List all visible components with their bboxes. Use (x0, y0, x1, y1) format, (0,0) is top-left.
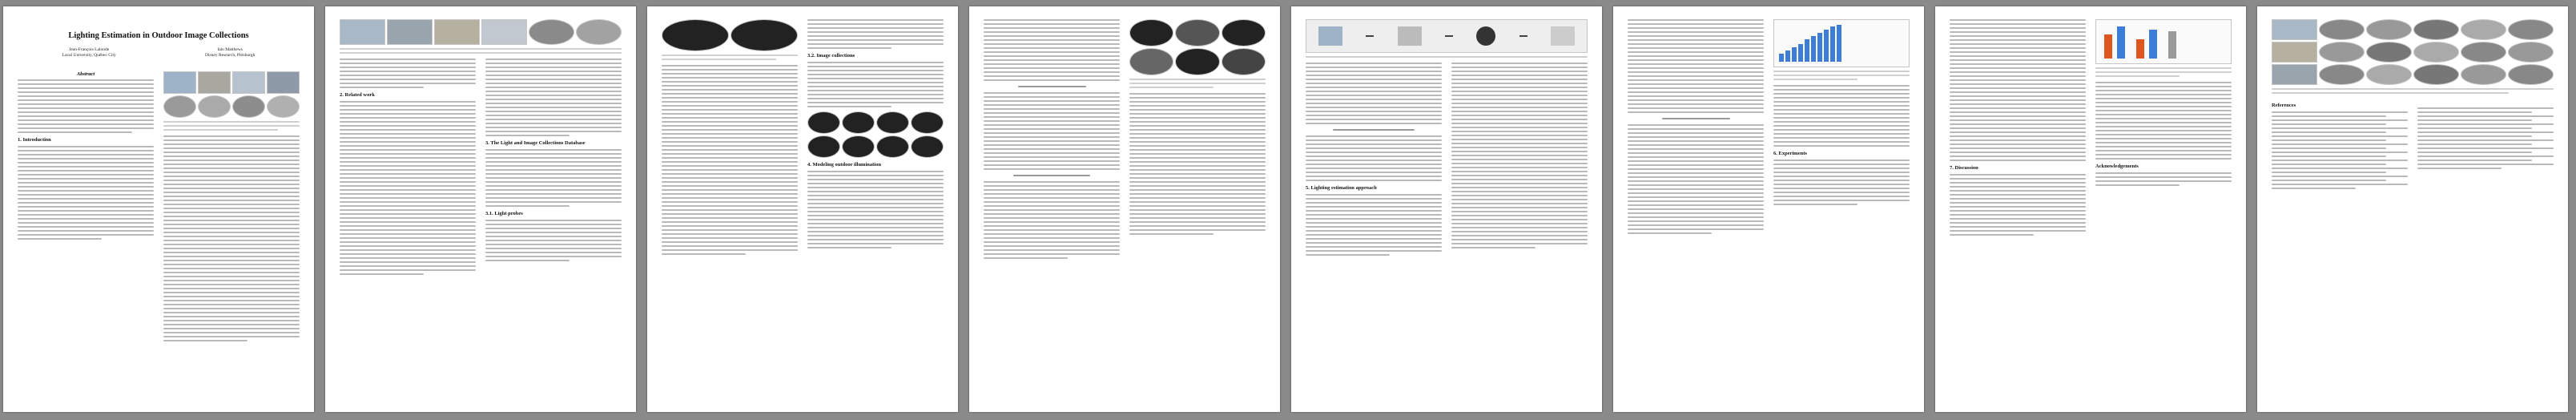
author-1-affiliation: Laval University, Québec City (62, 53, 116, 58)
figure-caption (2272, 88, 2554, 94)
bar-chart-figure (1773, 19, 1910, 67)
page-7 (1935, 6, 2246, 412)
figure-panel (807, 111, 944, 158)
body-text (807, 19, 944, 49)
author-1 (62, 47, 116, 59)
body-text (485, 220, 622, 261)
body-text (1451, 63, 1588, 248)
body-text (807, 171, 944, 248)
section-heading: References (2272, 103, 2296, 108)
comparison-chart-figure (2095, 19, 2232, 64)
figure-caption (662, 55, 798, 60)
author-1-name: Jean-François Lalonde (69, 47, 110, 52)
figure-caption (163, 121, 300, 131)
section-heading: 3. The Light and Image Collections Database (485, 140, 586, 146)
section-heading: Acknowledgements (2095, 164, 2139, 169)
body-text (163, 135, 300, 341)
teaser-figure (163, 71, 300, 118)
page-1 (3, 6, 314, 412)
results-figure (2272, 19, 2554, 85)
page-6 (1613, 6, 1924, 412)
body-text (1773, 85, 1910, 147)
figure-caption (1773, 71, 1910, 80)
figure-caption (2095, 67, 2232, 77)
section-heading: 5. Lighting estimation approach (1306, 185, 1377, 191)
body-text (1306, 135, 1442, 181)
body-text (1628, 124, 1764, 234)
author-2-name: Iain Matthews (217, 47, 243, 52)
body-text (1628, 19, 1764, 113)
body-text (1950, 174, 2086, 236)
body-text (1950, 19, 2086, 161)
section-heading: 2. Related work (340, 92, 375, 98)
section-heading: 3.2. Image collections (807, 53, 855, 59)
section-heading: 1. Introduction (18, 137, 51, 143)
abstract-text (18, 79, 154, 133)
figure-panel (662, 19, 798, 51)
pipeline-figure (1306, 19, 1588, 53)
references-list (2272, 111, 2408, 189)
body-text (18, 146, 154, 240)
body-text (1306, 63, 1442, 124)
body-text (485, 59, 622, 136)
figure-caption (340, 48, 622, 54)
body-text (2095, 82, 2232, 160)
author-2-affiliation: Disney Research, Pittsburgh (204, 53, 256, 58)
section-heading: 7. Discussion (1950, 165, 1978, 171)
page-2 (325, 6, 636, 412)
figure-caption (1306, 56, 1588, 58)
body-text (984, 19, 1120, 81)
author-2 (205, 47, 255, 59)
page-5 (1291, 6, 1602, 412)
body-text (984, 181, 1120, 259)
abstract-heading: Abstract (76, 71, 95, 77)
body-text (662, 65, 798, 255)
body-text (2095, 172, 2232, 186)
figure-panel (340, 19, 622, 45)
author-block (18, 47, 300, 59)
page-4 (969, 6, 1280, 412)
body-text (340, 59, 476, 88)
body-text (984, 92, 1120, 170)
figure-panel (1129, 19, 1266, 75)
page-8 (2257, 6, 2568, 412)
section-heading: 6. Experiments (1773, 151, 1807, 156)
body-text (1129, 93, 1266, 235)
section-heading: 4. Modeling outdoor illumination (807, 162, 881, 168)
figure-caption (1129, 79, 1266, 88)
references-list (2417, 107, 2554, 169)
body-text (1306, 194, 1442, 256)
body-text (485, 149, 622, 207)
section-heading: 3.1. Light probes (485, 211, 523, 216)
body-text (807, 62, 944, 107)
paper-title: Lighting Estimation in Outdoor Image Collections (68, 31, 249, 40)
body-text (340, 101, 476, 275)
body-text (1773, 160, 1910, 205)
page-3 (647, 6, 958, 412)
